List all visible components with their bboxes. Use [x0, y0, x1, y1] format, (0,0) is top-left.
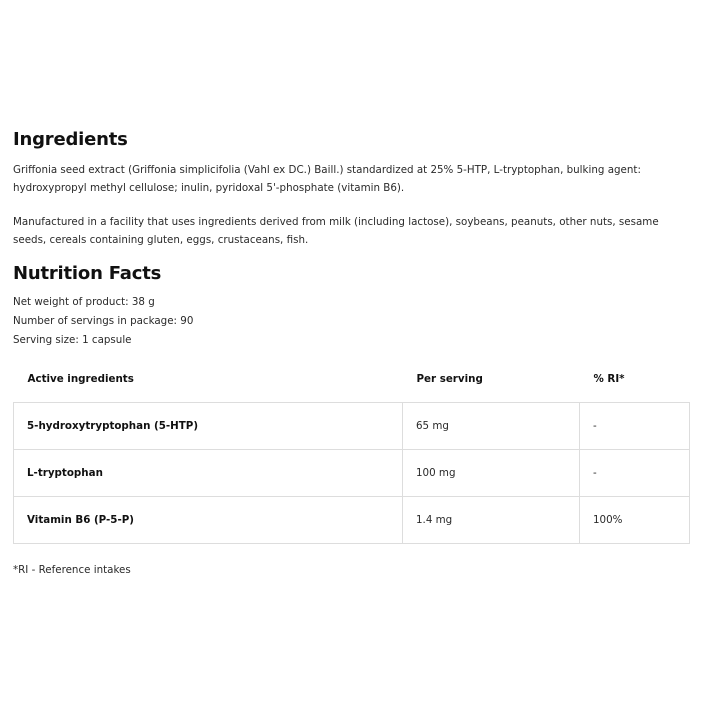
ri-value: -: [580, 450, 690, 497]
column-header-ri: % RI*: [593, 373, 625, 385]
per-serving-value: 1.4 mg: [403, 497, 580, 544]
ingredient-name: L-tryptophan: [14, 450, 403, 497]
table-row: [14, 450, 690, 497]
ri-value: 100%: [580, 497, 690, 544]
table-row: [14, 403, 690, 450]
servings-count: Number of servings in package: 90: [13, 315, 194, 327]
ingredient-name: 5-hydroxytryptophan (5-HTP): [14, 403, 403, 450]
ingredients-heading: Ingredients: [13, 129, 128, 150]
serving-size: Serving size: 1 capsule: [13, 334, 132, 346]
table-row: [14, 497, 690, 544]
per-serving-value: 100 mg: [403, 450, 580, 497]
column-header-per-serving: Per serving: [416, 373, 483, 385]
per-serving-value: 65 mg: [403, 403, 580, 450]
ingredients-composition: Griffonia seed extract (Griffonia simplicifolia (Vahl ex DC.) Baill.) standardized at 25% 5-HTP, L-tryptophan, bulking agent: hydroxypropyl methyl cellulose; inulin, pyridoxal 5'-phosphate (vitamin B6).: [13, 164, 641, 194]
nutrition-heading: Nutrition Facts: [13, 263, 162, 284]
nutrition-table: [13, 356, 690, 544]
ri-value: -: [580, 403, 690, 450]
net-weight: Net weight of product: 38 g: [13, 296, 155, 308]
ingredient-name: Vitamin B6 (P-5-P): [14, 497, 403, 544]
table-header-row: [14, 356, 690, 403]
product-info: [13, 127, 693, 579]
column-header-active-ingredients: Active ingredients: [27, 373, 134, 385]
allergen-statement: Manufactured in a facility that uses ingredients derived from milk (including lactose), soybeans, peanuts, other nuts, sesame seeds, cereals containing gluten, eggs, crustaceans, fish.: [13, 216, 659, 246]
ri-footnote: *RI - Reference intakes: [13, 564, 131, 576]
